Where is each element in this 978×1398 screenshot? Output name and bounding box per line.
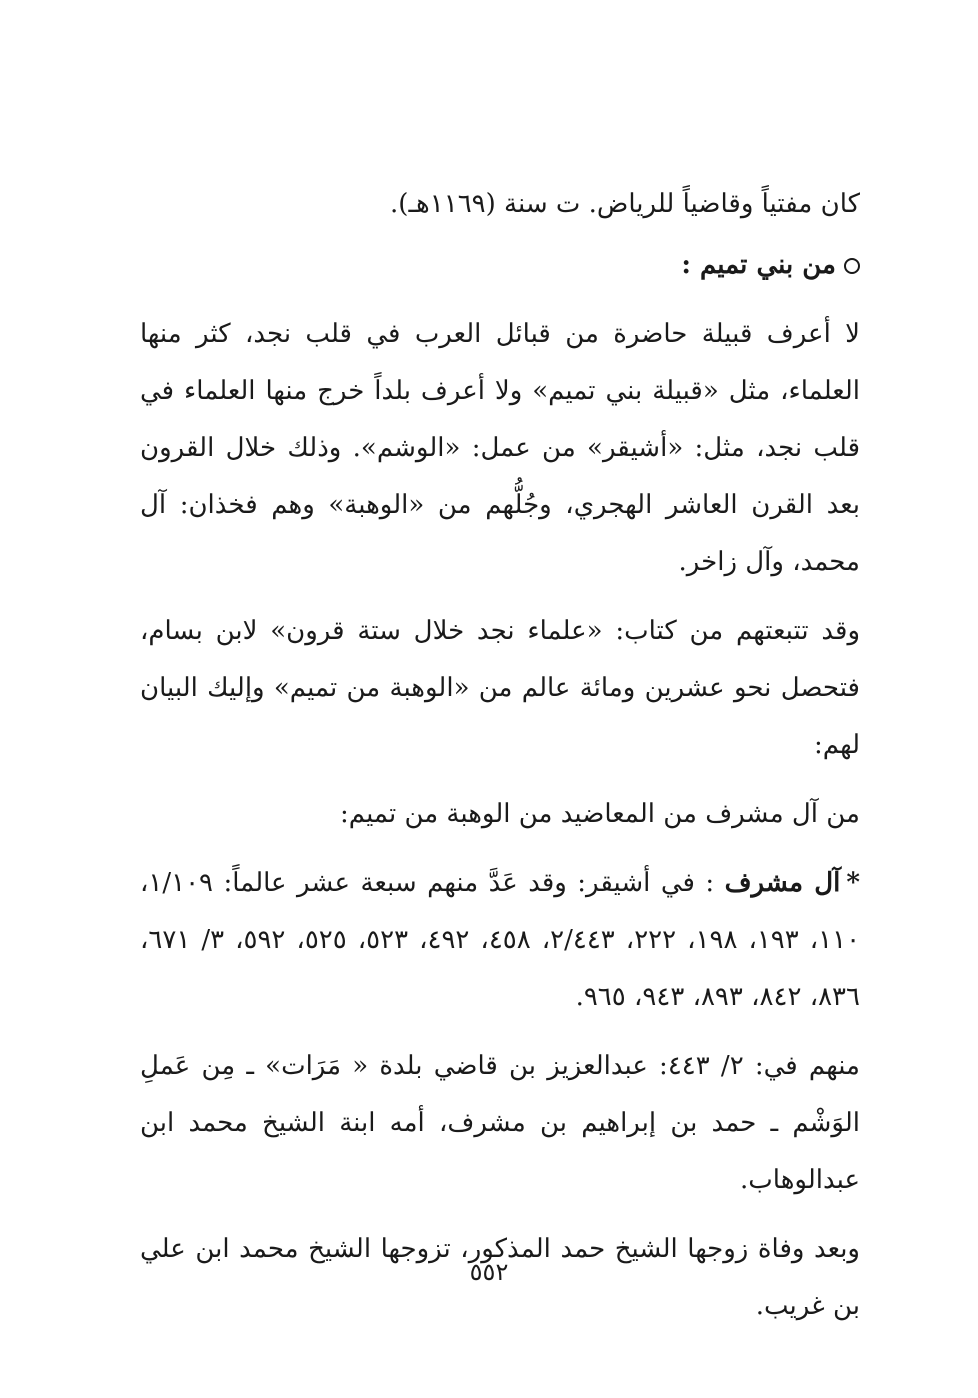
- circle-icon: [844, 258, 860, 274]
- paragraph-5-bold: آل مشرف: [724, 868, 841, 898]
- paragraph-5: [140, 855, 860, 1026]
- paragraph-7: وبعد وفاة زوجها الشيخ حمد المذكور، تزوجها الشيخ محمد ابن علي بن غريب.: [140, 1234, 860, 1321]
- section-heading: [140, 237, 860, 294]
- section-heading-text: من بني تميم :: [681, 250, 836, 280]
- paragraph-2: لا أعرف قبيلة حاضرة من قبائل العرب في قلب نجد، كثر منها العلماء، مثل «قبيلة بني تميم» ولا أعرف بلداً خرج منها العلماء في قلب نجد، مثل: «أشيقر» من عمل: «الوشم». وذلك خلال القرون بعد القرن العاشر الهجري، وجُلُّهم من «الوهبة» وهم فخذان: آل محمد، وآل زاخر.: [140, 319, 860, 577]
- page-body: [140, 176, 860, 1335]
- asterisk-icon: *: [846, 868, 860, 898]
- paragraph-5-text: : في أشيقر: وقد عَدَّ منهم سبعة عشر عالماً: ١/١٠٩، ١١٠، ١٩٣، ١٩٨، ٢٢٢، ٢/٤٤٣، ٤٥٨، ٤٩٢، ٥٢٣، ٥٢٥، ٥٩٢، ٣/ ٦٧١، ٨٣٦، ٨٤٢، ٨٩٣، ٩٤٣، ٩٦٥.: [140, 868, 861, 1012]
- paragraph-6: منهم في: ٢/ ٤٤٣: عبدالعزيز بن قاضي بلدة « مَرَات» ـ مِن عَملِ الوَشْم ـ حمد بن إبراهيم بن مشرف، أمه ابنة الشيخ محمد ابن عبدالوهاب.: [140, 1051, 860, 1195]
- paragraph-3: وقد تتبعتهم من كتاب: «علماء نجد خلال ستة قرون» لابن بسام، فتحصل نحو عشرين ومائة عالم من «الوهبة من تميم» وإليك البيان لهم:: [140, 616, 860, 760]
- paragraph-4: من آل مشرف من المعاضيد من الوهبة من تميم:: [340, 799, 860, 829]
- paragraph-1: كان مفتياً وقاضياً للرياض. ت سنة (١١٦٩هـ).: [390, 189, 860, 219]
- page-number: ٥٥٢: [469, 1258, 509, 1286]
